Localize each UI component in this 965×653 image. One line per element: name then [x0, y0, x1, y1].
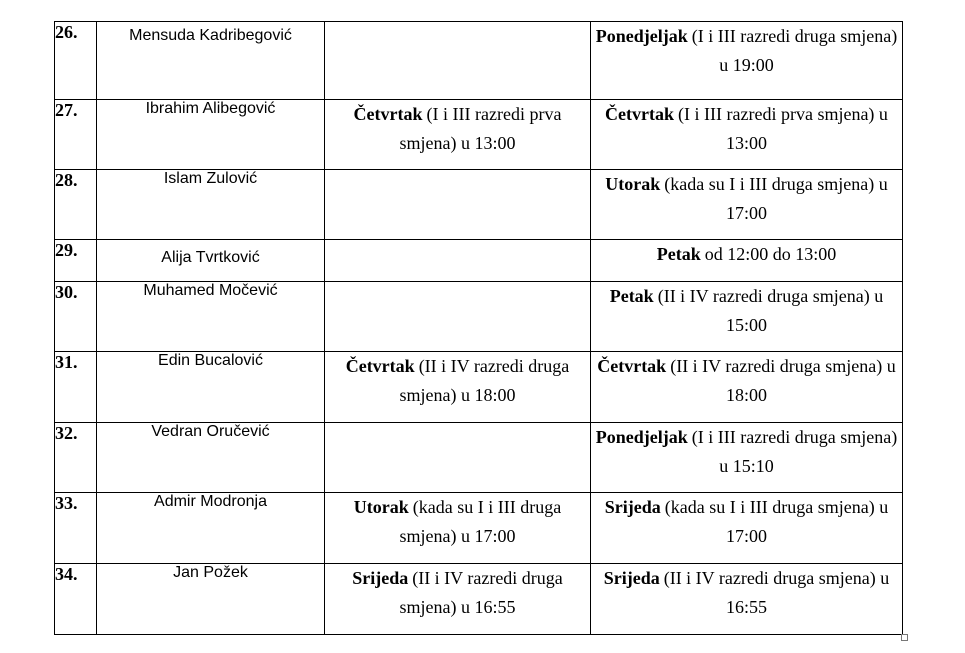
teacher-name: Islam Zulović [97, 170, 325, 240]
consultation-slot-a [325, 282, 591, 352]
slot-day: Četvrtak [605, 104, 675, 124]
row-number: 26. [55, 22, 97, 100]
consultation-slot-b [591, 493, 903, 564]
teacher-name: Admir Modronja [97, 493, 325, 564]
table-row [55, 22, 903, 100]
consultation-slot-b [591, 352, 903, 423]
consultation-slot-a [325, 100, 591, 170]
consultation-slot-b [591, 22, 903, 100]
consultation-slot-a [325, 170, 591, 240]
teacher-name: Mensuda Kadribegović [97, 22, 325, 100]
row-number: 29. [55, 240, 97, 282]
consultation-slot-a [325, 423, 591, 493]
slot-day: Četvrtak [353, 104, 423, 124]
row-number: 34. [55, 564, 97, 635]
teacher-name: Jan Požek [97, 564, 325, 635]
teacher-name: Ibrahim Alibegović [97, 100, 325, 170]
slot-day: Četvrtak [597, 356, 667, 376]
row-number: 27. [55, 100, 97, 170]
consultation-slot-b [591, 170, 903, 240]
table-row [55, 282, 903, 352]
slot-detail: (II i IV razredi druga smjena) u 15:00 [657, 286, 884, 335]
slot-detail: (I i III razredi prva smjena) u 13:00 [399, 104, 562, 153]
slot-day: Srijeda [352, 568, 409, 588]
table-row [55, 100, 903, 170]
slot-day: Srijeda [603, 568, 660, 588]
teacher-name: Vedran Oručević [97, 423, 325, 493]
teacher-name: Edin Bucalović [97, 352, 325, 423]
schedule-table [54, 21, 903, 635]
table-row [55, 352, 903, 423]
slot-day: Srijeda [604, 497, 661, 517]
table-row [55, 170, 903, 240]
slot-detail: (I i III razredi druga smjena) u 19:00 [691, 26, 898, 75]
slot-detail: od 12:00 do 13:00 [704, 244, 837, 264]
slot-detail: (II i IV razredi druga smjena) u 18:00 [399, 356, 570, 405]
slot-day: Ponedjeljak [595, 26, 688, 46]
table-resize-handle[interactable] [901, 634, 908, 641]
consultation-slot-b [591, 564, 903, 635]
consultation-slot-a [325, 352, 591, 423]
slot-detail: (II i IV razredi druga smjena) u 18:00 [670, 356, 896, 405]
slot-day: Ponedjeljak [595, 427, 688, 447]
row-number: 28. [55, 170, 97, 240]
teacher-name: Alija Tvrtković [97, 240, 325, 282]
slot-day: Petak [609, 286, 654, 306]
consultation-slot-a [325, 240, 591, 282]
slot-detail: (kada su I i III druga smjena) u 17:00 [664, 174, 888, 223]
table-row [55, 240, 903, 282]
slot-detail: (kada su I i III druga smjena) u 17:00 [399, 497, 562, 546]
slot-day: Utorak [605, 174, 661, 194]
consultation-slot-b [591, 100, 903, 170]
slot-day: Utorak [353, 497, 409, 517]
slot-day: Četvrtak [345, 356, 415, 376]
slot-detail: (II i IV razredi druga smjena) u 16:55 [399, 568, 563, 617]
row-number: 31. [55, 352, 97, 423]
table-row [55, 423, 903, 493]
consultation-slot-a [325, 564, 591, 635]
table-row [55, 564, 903, 635]
row-number: 30. [55, 282, 97, 352]
consultation-slot-b [591, 240, 903, 282]
slot-detail: (II i IV razredi druga smjena) u 16:55 [663, 568, 890, 617]
row-number: 33. [55, 493, 97, 564]
consultation-slot-a [325, 493, 591, 564]
table-row [55, 493, 903, 564]
teacher-name: Muhamed Močević [97, 282, 325, 352]
slot-detail: (I i III razredi druga smjena) u 15:10 [691, 427, 898, 476]
consultation-slot-b [591, 423, 903, 493]
consultation-slot-b [591, 282, 903, 352]
row-number: 32. [55, 423, 97, 493]
slot-detail: (I i III razredi prva smjena) u 13:00 [678, 104, 888, 153]
slot-detail: (kada su I i III druga smjena) u 17:00 [664, 497, 889, 546]
slot-day: Petak [656, 244, 701, 264]
consultation-slot-a [325, 22, 591, 100]
